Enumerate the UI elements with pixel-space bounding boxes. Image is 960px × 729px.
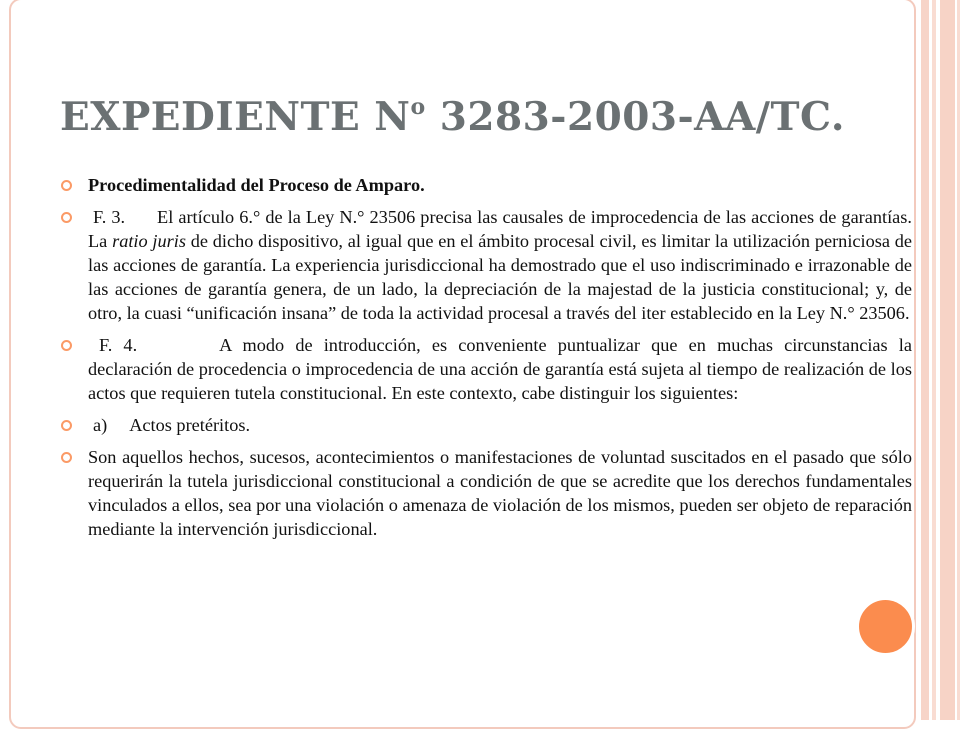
bullet-icon xyxy=(61,340,72,351)
title-main: EXPEDIENTE N xyxy=(60,94,411,140)
bullet-f4 xyxy=(60,333,912,405)
decor-circle xyxy=(856,597,915,656)
section-heading: Procedimentalidad del Proceso de Amparo. xyxy=(88,175,425,195)
bullet-list xyxy=(60,173,912,549)
bullet-icon xyxy=(61,420,72,431)
bullet-a xyxy=(60,413,912,437)
bullet-icon xyxy=(61,180,72,191)
bullet-f3 xyxy=(60,205,912,325)
title-rest: 3283-2003-AA/TC. xyxy=(425,94,845,140)
a-text: Actos pretéritos. xyxy=(129,415,251,435)
bullet-definition xyxy=(60,445,912,541)
f3-lead: F. 3. xyxy=(93,207,126,227)
bullet-heading xyxy=(60,173,912,197)
decor-stripe xyxy=(921,0,929,720)
slide-title xyxy=(60,94,845,140)
decor-stripe xyxy=(940,0,955,720)
decor-stripe xyxy=(932,0,936,720)
f4-text: A modo de introducción, es conveniente puntualizar que en muchas circunstancias la declaración de procedencia o improcedencia de una acción de garantía está sujeta al tiempo de realización de los actos que requieren tutela constitucional. En este contexto, cabe distinguir los siguientes: xyxy=(88,335,912,403)
definition-text: Son aquellos hechos, sucesos, acontecimientos o manifestaciones de voluntad suscitados en el pasado que sólo requerirán la tutela jurisdiccional constitucional a condición de que se acredite que los derechos fundamentales vinculados a ellos, sea por una violación o amenaza de violación de los mismos, pueden ser objeto de reparación mediante la intervención jurisdiccional. xyxy=(88,447,912,539)
bullet-icon xyxy=(61,212,72,223)
a-lead: a) xyxy=(93,415,108,435)
f3-text-2: de dicho dispositivo, al igual que en el ámbito procesal civil, es limitar la utilización perniciosa de las acciones de garantía. La experiencia jurisdiccional ha demostrado que el uso indiscriminado e irrazonable de las acciones de garantía genera, de un lado, la depreciación de la majestad de la justicia constitucional; y, de otro, la cuasi “unificación insana” de toda la actividad procesal a través del iter establecido en la Ley N.° 23506. xyxy=(88,231,913,323)
f3-text-1: El artículo 6.° de la Ley N.° 23506 precisa las causales de improcedencia de las acciones de garantías. La xyxy=(88,207,912,251)
f4-lead: F. 4. xyxy=(99,335,138,355)
bullet-icon xyxy=(61,452,72,463)
f3-italic: ratio juris xyxy=(112,231,186,251)
title-sup: o xyxy=(410,94,426,120)
